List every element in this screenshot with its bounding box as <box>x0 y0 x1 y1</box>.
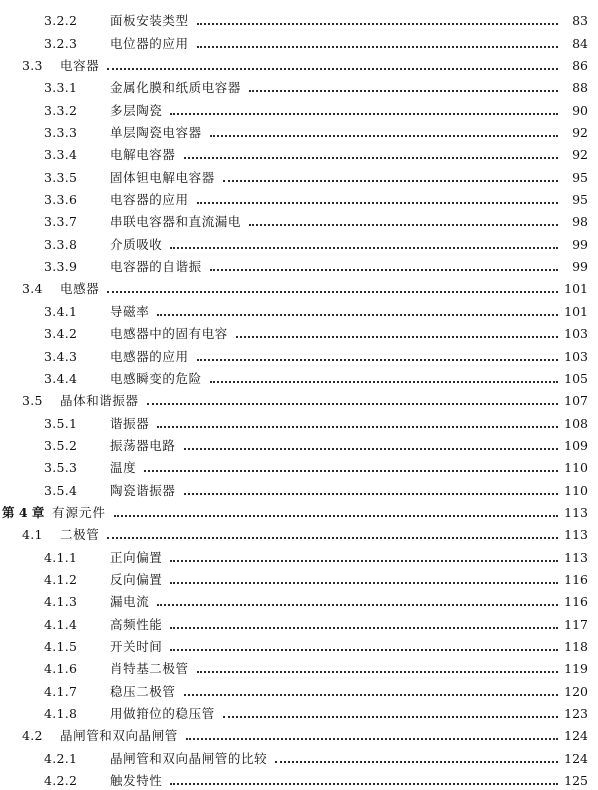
toc-entry-page: 103 <box>564 348 588 364</box>
dot-leader <box>249 90 558 92</box>
toc-entry-page: 110 <box>564 460 588 476</box>
dot-leader <box>157 604 558 606</box>
dot-leader <box>275 761 558 763</box>
toc-entry <box>0 522 598 544</box>
toc-entry-page: 86 <box>572 58 588 74</box>
toc-entry-page: 103 <box>564 326 588 342</box>
toc-entry-title: 电容器的自谐振 <box>110 259 202 275</box>
toc-entry <box>0 567 598 589</box>
toc-entry-title: 电感器的应用 <box>110 348 189 364</box>
toc-entry-page: 99 <box>572 236 588 252</box>
toc-entry <box>0 53 598 75</box>
toc-entry-page: 98 <box>572 214 588 230</box>
toc-entry-title: 稳压二极管 <box>110 683 176 699</box>
dot-leader <box>107 291 558 293</box>
toc-entry <box>0 388 598 410</box>
toc-entry-number: 3.3.5 <box>44 169 78 185</box>
toc-entry-title: 晶体和谐振器 <box>60 393 139 409</box>
toc-entry-page: 113 <box>564 504 588 520</box>
dot-leader <box>197 46 558 48</box>
toc-entry <box>0 589 598 611</box>
toc-entry-number: 第 4 章 <box>2 504 45 520</box>
toc-entry-number: 3.2.3 <box>44 35 78 51</box>
toc-entry-title: 正向偏置 <box>110 549 163 565</box>
toc-entry-title: 多层陶瓷 <box>110 102 163 118</box>
toc-entry-number: 3.4.3 <box>44 348 78 364</box>
toc-entry-number: 4.2.2 <box>44 773 78 789</box>
toc-entry-title: 电解电容器 <box>110 147 176 163</box>
dot-leader <box>170 783 558 785</box>
toc-entry <box>0 634 598 656</box>
dot-leader <box>170 113 558 115</box>
toc-entry-page: 117 <box>564 616 588 632</box>
toc-entry-title: 触发特性 <box>110 773 163 789</box>
dot-leader <box>184 694 558 696</box>
toc-entry-number: 4.1.5 <box>44 638 78 654</box>
toc-entry-title: 串联电容器和直流漏电 <box>110 214 242 230</box>
toc-entry-page: 109 <box>564 437 588 453</box>
toc-entry-number: 4.2.1 <box>44 750 78 766</box>
toc-entry-title: 反向偏置 <box>110 571 163 587</box>
table-of-contents <box>0 8 598 790</box>
toc-entry-title: 介质吸收 <box>110 236 163 252</box>
toc-entry-title: 单层陶瓷电容器 <box>110 125 202 141</box>
toc-entry-number: 3.2.2 <box>44 13 78 29</box>
toc-entry <box>0 433 598 455</box>
dot-leader <box>210 381 558 383</box>
toc-entry-number: 3.3.4 <box>44 147 78 163</box>
toc-entry-title: 开关时间 <box>110 638 163 654</box>
toc-entry-number: 4.1.1 <box>44 549 78 565</box>
toc-entry-number: 3.3.1 <box>44 80 78 96</box>
dot-leader <box>170 627 558 629</box>
toc-entry <box>0 768 598 790</box>
toc-entry-number: 3.3.9 <box>44 259 78 275</box>
dot-leader <box>210 135 558 137</box>
toc-entry-title: 晶闸管和双向晶闸管 <box>60 728 178 744</box>
toc-entry-number: 3.5.3 <box>44 460 78 476</box>
toc-entry-page: 83 <box>572 13 588 29</box>
toc-entry-page: 113 <box>564 527 588 543</box>
dot-leader <box>197 23 558 25</box>
toc-entry <box>0 477 598 499</box>
dot-leader <box>170 582 558 584</box>
toc-entry-page: 95 <box>572 169 588 185</box>
dot-leader <box>186 738 558 740</box>
toc-entry-title: 谐振器 <box>110 415 150 431</box>
toc-entry-page: 116 <box>564 594 588 610</box>
toc-entry-title: 电感瞬变的危险 <box>110 370 202 386</box>
dot-leader <box>223 180 558 182</box>
toc-entry-page: 110 <box>564 482 588 498</box>
toc-entry-number: 4.1.4 <box>44 616 78 632</box>
toc-entry <box>0 366 598 388</box>
toc-entry-page: 116 <box>564 571 588 587</box>
toc-entry <box>0 544 598 566</box>
toc-entry <box>0 276 598 298</box>
toc-entry-number: 3.3.8 <box>44 236 78 252</box>
dot-leader <box>157 426 558 428</box>
dot-leader <box>107 68 558 70</box>
toc-entry-page: 124 <box>564 750 588 766</box>
toc-entry-title: 陶瓷谐振器 <box>110 482 176 498</box>
dot-leader <box>157 314 558 316</box>
toc-entry-title: 高频性能 <box>110 616 163 632</box>
toc-entry <box>0 745 598 767</box>
toc-entry <box>0 723 598 745</box>
toc-entry <box>0 254 598 276</box>
toc-entry-page: 118 <box>564 638 588 654</box>
toc-entry-title: 面板安装类型 <box>110 13 189 29</box>
toc-entry-page: 113 <box>564 549 588 565</box>
toc-entry <box>0 142 598 164</box>
toc-entry <box>0 611 598 633</box>
toc-entry-page: 124 <box>564 728 588 744</box>
toc-entry <box>0 410 598 432</box>
toc-entry-title: 电容器 <box>60 58 100 74</box>
toc-entry <box>0 656 598 678</box>
toc-entry-title: 电感器中的固有电容 <box>110 326 228 342</box>
toc-entry-number: 4.1.7 <box>44 683 78 699</box>
dot-leader <box>170 247 558 249</box>
toc-entry <box>0 97 598 119</box>
toc-entry-number: 3.3 <box>22 58 43 74</box>
toc-entry <box>0 298 598 320</box>
toc-entry-page: 88 <box>572 80 588 96</box>
toc-entry-number: 3.5.1 <box>44 415 78 431</box>
dot-leader <box>236 336 558 338</box>
toc-entry-number: 3.4 <box>22 281 43 297</box>
dot-leader <box>184 157 558 159</box>
toc-entry-number: 3.4.2 <box>44 326 78 342</box>
toc-entry-page: 108 <box>564 415 588 431</box>
toc-entry-number: 4.1.8 <box>44 706 78 721</box>
dot-leader <box>107 537 558 539</box>
toc-entry-number: 3.3.3 <box>44 125 78 141</box>
toc-entry-number: 3.4.1 <box>44 303 78 319</box>
toc-entry <box>0 343 598 365</box>
toc-entry-title: 电感器 <box>60 281 100 297</box>
toc-entry-page: 95 <box>572 192 588 208</box>
toc-entry-number: 3.4.4 <box>44 370 78 386</box>
toc-entry-title: 有源元件 <box>52 504 107 520</box>
toc-entry-number: 4.1.2 <box>44 571 78 587</box>
toc-entry <box>0 455 598 477</box>
toc-entry-title: 振荡器电路 <box>110 437 176 453</box>
toc-entry <box>0 120 598 142</box>
toc-entry-page: 125 <box>564 773 588 789</box>
toc-entry-title: 用做箝位的稳压管 <box>110 706 215 721</box>
toc-entry <box>0 678 598 700</box>
dot-leader <box>147 403 558 405</box>
toc-entry <box>0 187 598 209</box>
toc-entry-page: 99 <box>572 259 588 275</box>
toc-entry-title: 导磁率 <box>110 303 150 319</box>
toc-entry-number: 3.5 <box>22 393 43 409</box>
dot-leader <box>197 359 558 361</box>
dot-leader <box>184 448 558 450</box>
toc-entry-number: 4.1.3 <box>44 594 78 610</box>
toc-entry-number: 4.1.6 <box>44 661 78 677</box>
toc-entry-page: 105 <box>564 370 588 386</box>
toc-entry-title: 温度 <box>110 460 137 476</box>
toc-entry-number: 3.3.7 <box>44 214 78 230</box>
dot-leader <box>197 671 558 673</box>
dot-leader <box>144 470 558 472</box>
toc-entry-number: 3.5.4 <box>44 482 78 498</box>
dot-leader <box>223 716 558 718</box>
toc-entry-title: 固体钽电解电容器 <box>110 169 215 185</box>
toc-entry-page: 92 <box>572 125 588 141</box>
toc-entry-number: 3.5.2 <box>44 437 78 453</box>
toc-entry-title: 金属化膜和纸质电容器 <box>110 80 242 96</box>
dot-leader <box>170 649 558 651</box>
toc-entry-number: 4.2 <box>22 728 43 744</box>
toc-entry <box>0 164 598 186</box>
toc-entry-page: 123 <box>564 706 588 721</box>
toc-entry <box>0 209 598 231</box>
toc-entry-page: 107 <box>564 393 588 409</box>
toc-entry-page: 119 <box>564 661 588 677</box>
dot-leader <box>170 560 558 562</box>
toc-entry-title: 晶闸管和双向晶闸管的比较 <box>110 750 268 766</box>
toc-entry-title: 二极管 <box>60 527 100 543</box>
toc-entry-page: 101 <box>564 281 588 297</box>
toc-entry <box>0 231 598 253</box>
dot-leader <box>210 269 558 271</box>
toc-entry-title: 漏电流 <box>110 594 150 610</box>
toc-entry-page: 92 <box>572 147 588 163</box>
dot-leader <box>114 515 558 517</box>
toc-entry-page: 84 <box>572 35 588 51</box>
toc-entry <box>0 75 598 97</box>
toc-entry <box>0 30 598 52</box>
dot-leader <box>197 202 558 204</box>
toc-entry <box>0 8 598 30</box>
toc-entry-title: 电位器的应用 <box>110 35 189 51</box>
dot-leader <box>184 493 558 495</box>
toc-entry-page: 120 <box>564 683 588 699</box>
toc-entry <box>0 500 598 522</box>
dot-leader <box>249 224 558 226</box>
toc-entry-title: 电容器的应用 <box>110 192 189 208</box>
toc-entry-page: 101 <box>564 303 588 319</box>
toc-entry-number: 3.3.6 <box>44 192 78 208</box>
toc-entry-number: 3.3.2 <box>44 102 78 118</box>
toc-entry-title: 肖特基二极管 <box>110 661 189 677</box>
toc-entry-page: 90 <box>572 102 588 118</box>
toc-entry-number: 4.1 <box>22 527 43 543</box>
toc-entry <box>0 701 598 723</box>
toc-entry <box>0 321 598 343</box>
